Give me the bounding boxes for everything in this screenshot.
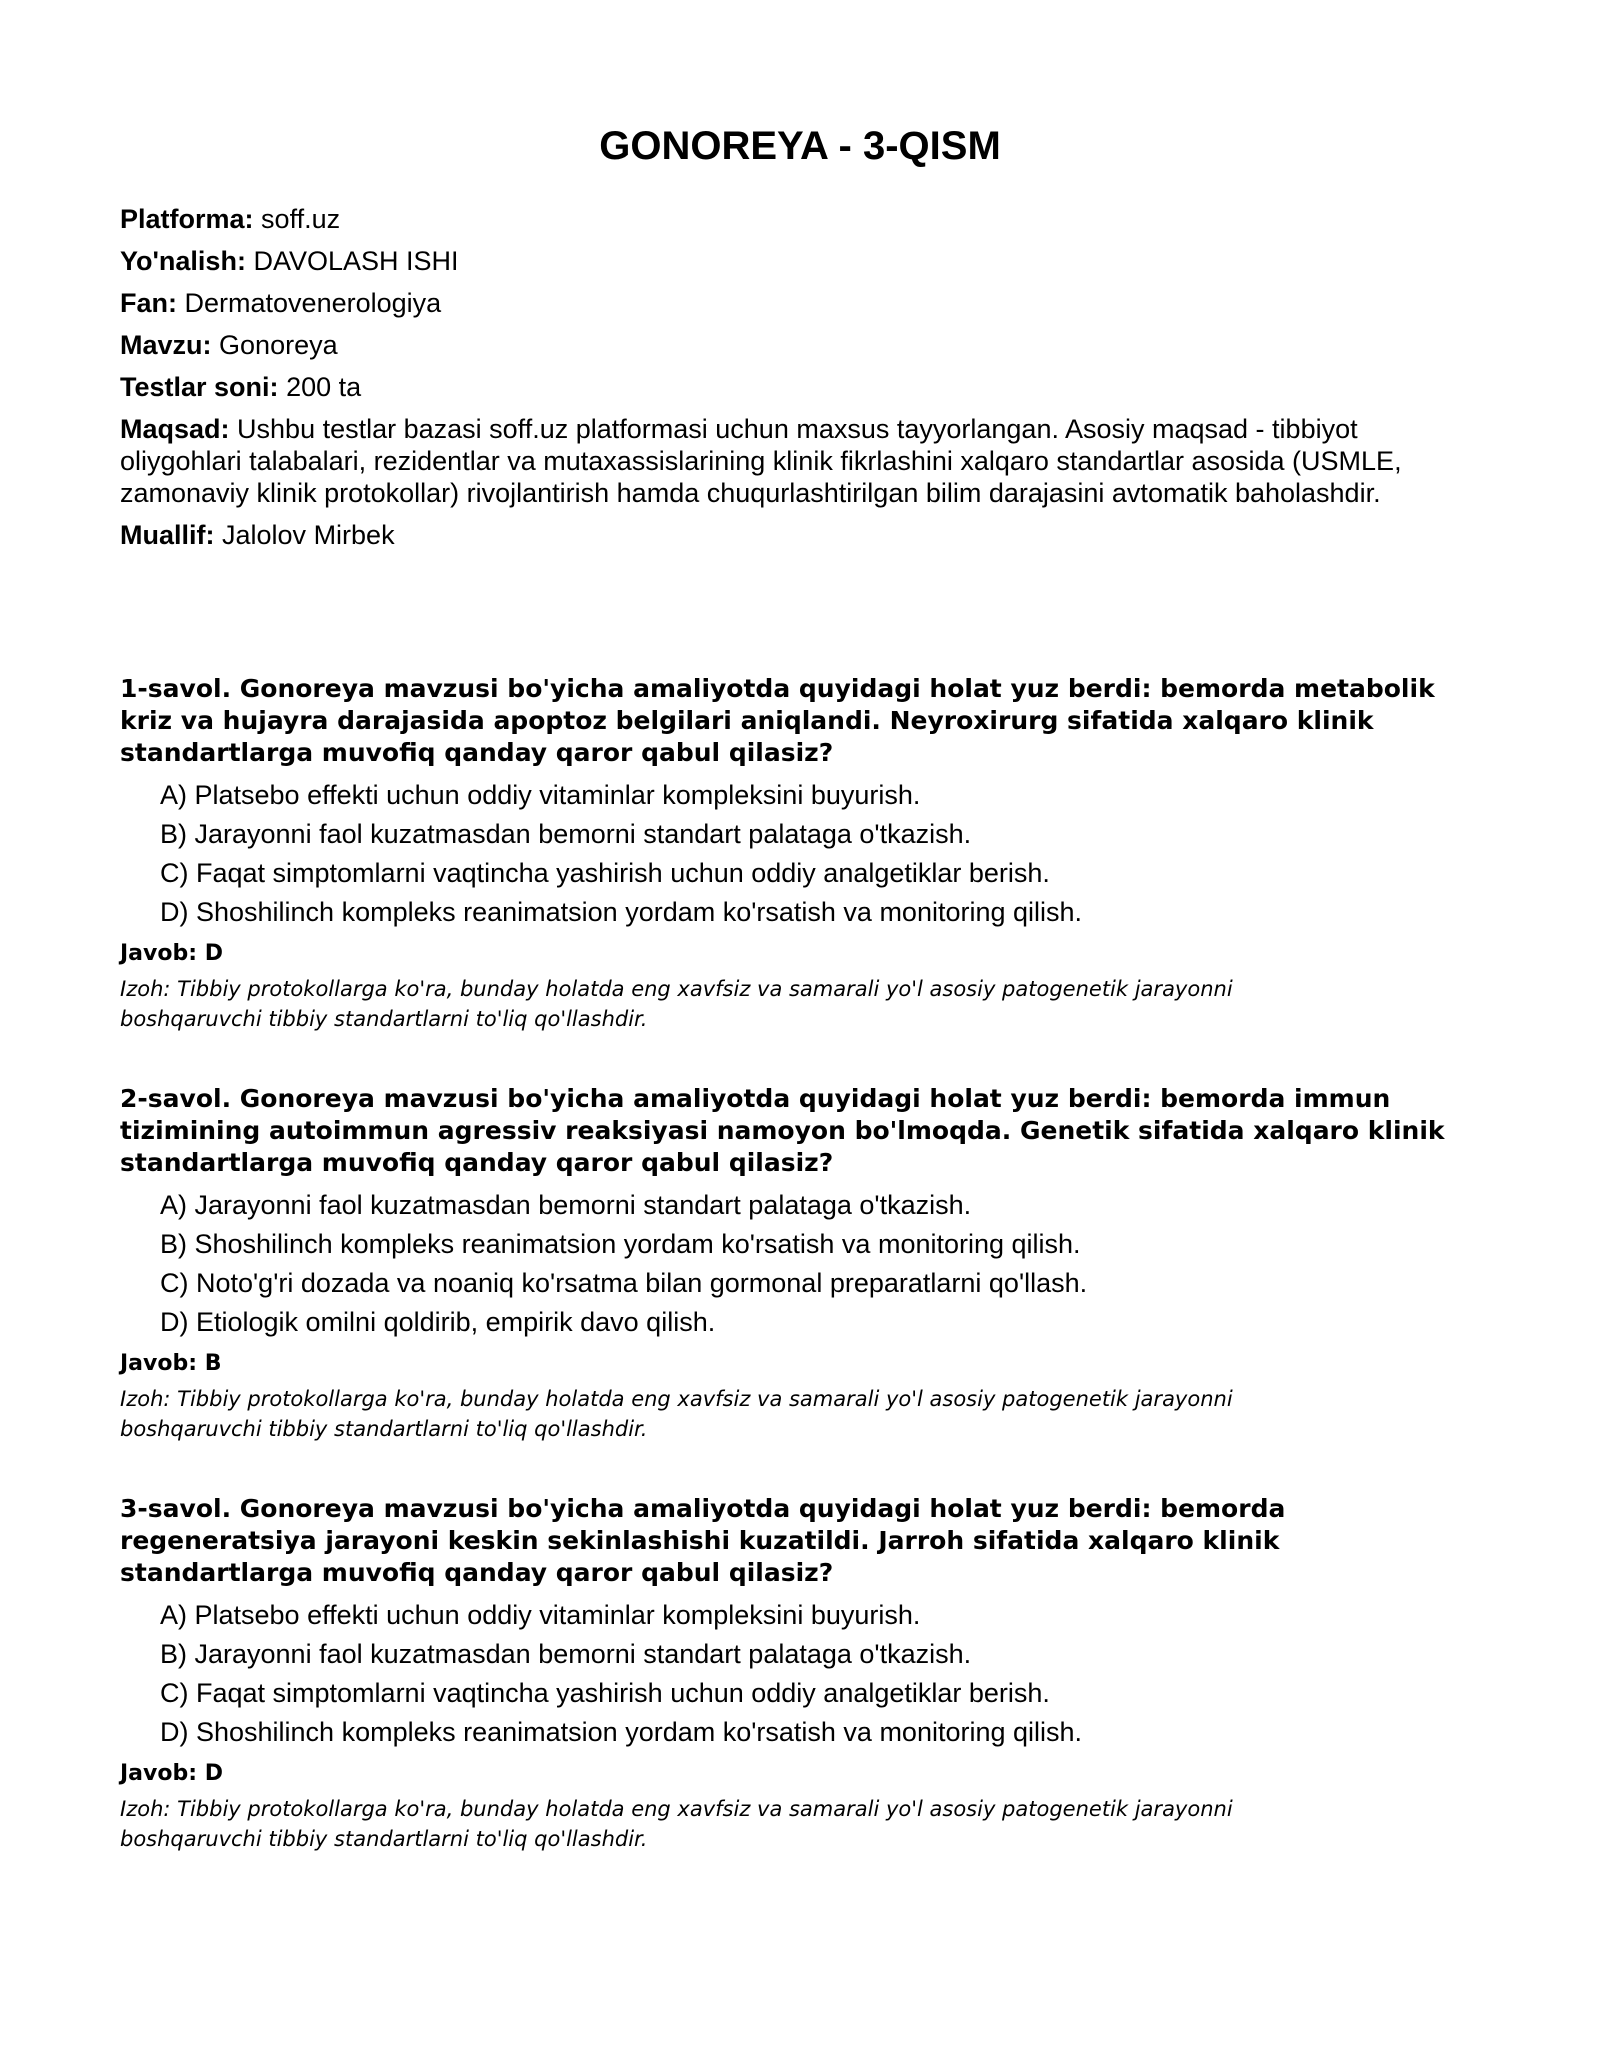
meta-value: Ushbu testlar bazasi soff.uz platformasi uchun maxsus tayyorlangan. Asosiy maqsad - tibbiyot oliygohlari talabalari, rezidentlar va mutaxassislarining klinik fikrlashini xalqaro standartlar asosida (USMLE, zamonaviy klinik protokollar) rivojlantirish hamda chuqurlashtirilgan bilim darajasini avtomatik baholashdir. (120, 414, 1402, 508)
option-d: D) Shoshilinch kompleks reanimatsion yordam ko'rsatish va monitoring qilish. (160, 897, 1083, 927)
question-text: 1-savol. Gonoreya mavzusi bo'yicha amaliyotda quyidagi holat yuz berdi: bemorda metabolik kriz va hujayra darajasida apoptoz belgilari aniqlandi. Neyroxirurg sifatida xalqaro klinik standartlarga muvofiq qanday qaror qabul qilasiz? (120, 674, 1435, 767)
option-c: C) Noto'g'ri dozada va noaniq ko'rsatma bilan gormonal preparatlarni qo'llash. (160, 1268, 1088, 1298)
answer: Javob: D (120, 941, 223, 966)
option-d: D) Shoshilinch kompleks reanimatsion yordam ko'rsatish va monitoring qilish. (160, 1717, 1083, 1747)
explanation: Izoh: Tibbiy protokollarga ko'ra, bunday holatda eng xavfsiz va samarali yo'l asosiy patogenetik jarayonni boshqaruvchi tibbiy standartlarni to'liq qo'llashdir. (120, 977, 1233, 1031)
meta-muallif (120, 519, 1480, 551)
meta-yonalish (120, 245, 1480, 277)
meta-maqsad (120, 413, 1480, 509)
question-1 (120, 673, 1480, 1034)
option-b: B) Shoshilinch kompleks reanimatsion yordam ko'rsatish va monitoring qilish. (160, 1229, 1081, 1259)
meta-label: Maqsad: (120, 414, 230, 444)
document-title: GONOREYA - 3-QISM (599, 124, 1001, 168)
meta-value: Jalolov Mirbek (222, 520, 395, 550)
option-a: A) Jarayonni faol kuzatmasdan bemorni standart palataga o'tkazish. (160, 1190, 972, 1220)
question-3 (120, 1493, 1480, 1854)
meta-block (120, 203, 1480, 561)
option-a: A) Platsebo effekti uchun oddiy vitaminlar kompleksini buyurish. (160, 1600, 921, 1630)
question-2 (120, 1083, 1480, 1444)
meta-value: soff.uz (261, 204, 341, 234)
option-c: C) Faqat simptomlarni vaqtincha yashirish uchun oddiy analgetiklar berish. (160, 1678, 1050, 1708)
meta-value: DAVOLASH ISHI (253, 246, 459, 276)
meta-fan (120, 287, 1480, 319)
question-text: 3-savol. Gonoreya mavzusi bo'yicha amaliyotda quyidagi holat yuz berdi: bemorda regeneratsiya jarayoni keskin sekinlashishi kuzatildi. Jarroh sifatida xalqaro klinik standartlarga muvofiq qanday qaror qabul qilasiz? (120, 1494, 1286, 1587)
meta-testlar-soni (120, 371, 1480, 403)
meta-label: Fan: (120, 288, 177, 318)
meta-label: Mavzu: (120, 330, 212, 360)
meta-label: Muallif: (120, 520, 215, 550)
meta-label: Testlar soni: (120, 372, 279, 402)
meta-label: Yo'nalish: (120, 246, 246, 276)
option-b: B) Jarayonni faol kuzatmasdan bemorni standart palataga o'tkazish. (160, 819, 972, 849)
option-c: C) Faqat simptomlarni vaqtincha yashirish uchun oddiy analgetiklar berish. (160, 858, 1050, 888)
answer: Javob: D (120, 1761, 223, 1786)
meta-platforma (120, 203, 1480, 235)
meta-label: Platforma: (120, 204, 254, 234)
meta-mavzu (120, 329, 1480, 361)
explanation: Izoh: Tibbiy protokollarga ko'ra, bunday holatda eng xavfsiz va samarali yo'l asosiy patogenetik jarayonni boshqaruvchi tibbiy standartlarni to'liq qo'llashdir. (120, 1797, 1233, 1851)
question-text: 2-savol. Gonoreya mavzusi bo'yicha amaliyotda quyidagi holat yuz berdi: bemorda immun tizimining autoimmun agressiv reaksiyasi namoyon bo'lmoqda. Genetik sifatida xalqaro klinik standartlarga muvofiq qanday qaror qabul qilasiz? (120, 1084, 1445, 1177)
explanation: Izoh: Tibbiy protokollarga ko'ra, bunday holatda eng xavfsiz va samarali yo'l asosiy patogenetik jarayonni boshqaruvchi tibbiy standartlarni to'liq qo'llashdir. (120, 1387, 1233, 1441)
option-a: A) Platsebo effekti uchun oddiy vitaminlar kompleksini buyurish. (160, 780, 921, 810)
meta-value: Gonoreya (219, 330, 338, 360)
answer: Javob: B (120, 1351, 222, 1376)
option-b: B) Jarayonni faol kuzatmasdan bemorni standart palataga o'tkazish. (160, 1639, 972, 1669)
meta-value: 200 ta (286, 372, 362, 402)
meta-value: Dermatovenerologiya (184, 288, 442, 318)
option-d: D) Etiologik omilni qoldirib, empirik davo qilish. (160, 1307, 716, 1337)
